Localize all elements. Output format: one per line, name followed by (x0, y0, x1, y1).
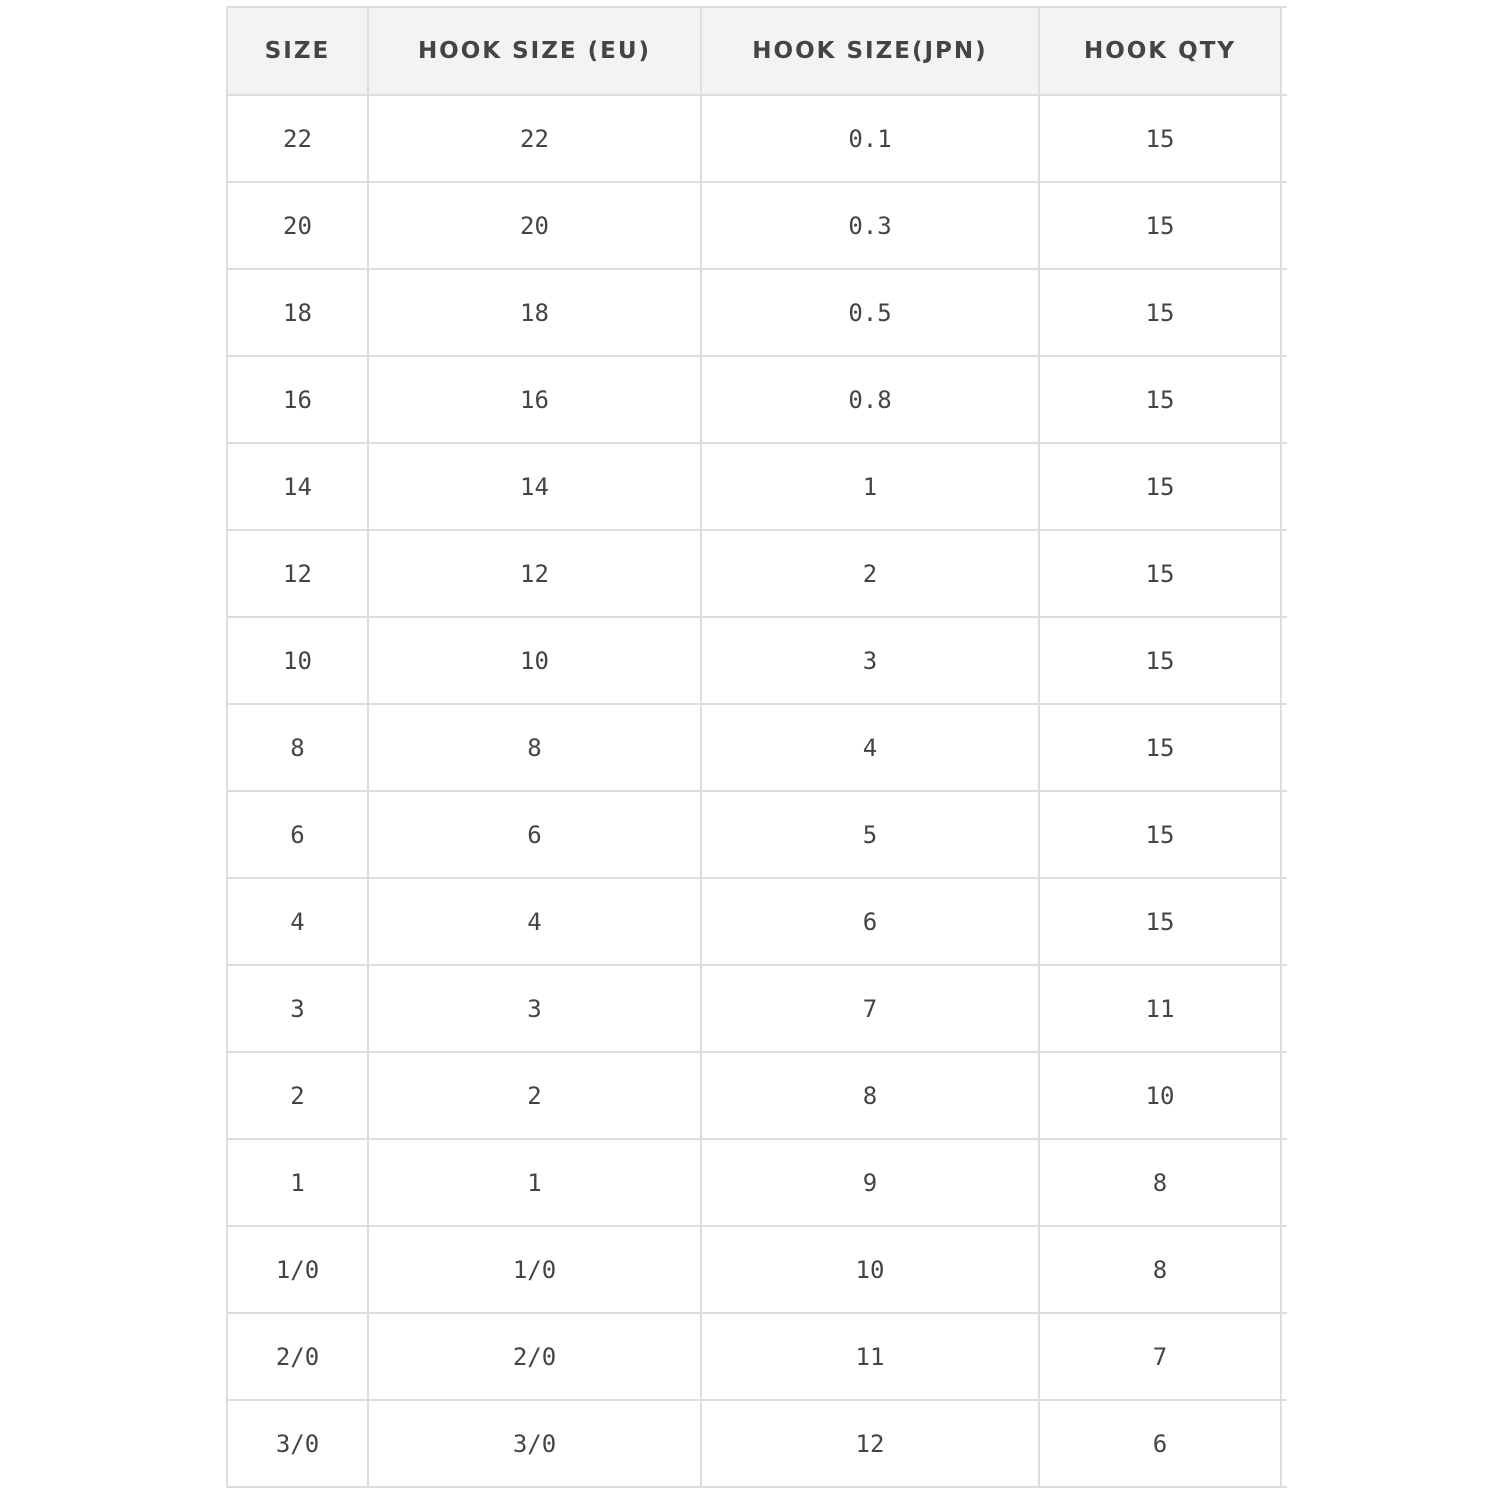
table-edge (1281, 182, 1287, 269)
cell-hook-size-jpn: 0.3 (701, 182, 1039, 269)
cell-hook-qty: 15 (1039, 182, 1281, 269)
cell-size: 22 (227, 95, 368, 182)
cell-size: 18 (227, 269, 368, 356)
cell-hook-size-jpn: 12 (701, 1400, 1039, 1487)
table-edge (1281, 443, 1287, 530)
cell-hook-size-jpn: 11 (701, 1313, 1039, 1400)
cell-size: 8 (227, 704, 368, 791)
cell-size: 16 (227, 356, 368, 443)
cell-hook-size-eu: 10 (368, 617, 701, 704)
table-row (227, 182, 1287, 269)
cell-hook-size-eu: 12 (368, 530, 701, 617)
table-body (227, 95, 1287, 1487)
cell-hook-qty: 15 (1039, 356, 1281, 443)
table-row (227, 95, 1287, 182)
table-row (227, 443, 1287, 530)
cell-hook-qty: 6 (1039, 1400, 1281, 1487)
table-edge (1281, 1400, 1287, 1487)
header-row (227, 7, 1287, 95)
cell-hook-size-jpn: 9 (701, 1139, 1039, 1226)
cell-hook-qty: 15 (1039, 791, 1281, 878)
cell-hook-qty: 8 (1039, 1139, 1281, 1226)
cell-hook-size-jpn: 10 (701, 1226, 1039, 1313)
table-header (227, 7, 1287, 95)
cell-size: 12 (227, 530, 368, 617)
cell-hook-size-eu: 4 (368, 878, 701, 965)
table-row (227, 1226, 1287, 1313)
table-edge (1281, 95, 1287, 182)
table-row (227, 530, 1287, 617)
cell-hook-qty: 10 (1039, 1052, 1281, 1139)
cell-hook-qty: 8 (1039, 1226, 1281, 1313)
cell-hook-size-jpn: 8 (701, 1052, 1039, 1139)
table-edge (1281, 1313, 1287, 1400)
table-edge (1281, 965, 1287, 1052)
cell-hook-size-jpn: 0.8 (701, 356, 1039, 443)
cell-hook-size-jpn: 0.5 (701, 269, 1039, 356)
cell-hook-size-eu: 2 (368, 1052, 701, 1139)
cell-hook-size-jpn: 4 (701, 704, 1039, 791)
table-row (227, 1400, 1287, 1487)
table-row (227, 878, 1287, 965)
header-hook-size-eu: HOOK SIZE (EU) (368, 7, 701, 95)
cell-hook-size-eu: 20 (368, 182, 701, 269)
table-row (227, 791, 1287, 878)
cell-hook-size-eu: 16 (368, 356, 701, 443)
cell-hook-qty: 15 (1039, 269, 1281, 356)
cell-size: 1 (227, 1139, 368, 1226)
table-edge (1281, 617, 1287, 704)
table-row (227, 1052, 1287, 1139)
table-edge (1281, 791, 1287, 878)
cell-size: 14 (227, 443, 368, 530)
table-row (227, 704, 1287, 791)
cell-hook-size-eu: 14 (368, 443, 701, 530)
cell-hook-size-eu: 1/0 (368, 1226, 701, 1313)
cell-hook-size-jpn: 2 (701, 530, 1039, 617)
cell-hook-size-eu: 3 (368, 965, 701, 1052)
cell-hook-size-jpn: 7 (701, 965, 1039, 1052)
table-edge (1281, 269, 1287, 356)
table-row (227, 1139, 1287, 1226)
cell-hook-qty: 15 (1039, 530, 1281, 617)
cell-hook-qty: 15 (1039, 878, 1281, 965)
cell-hook-size-jpn: 5 (701, 791, 1039, 878)
table-edge (1281, 1052, 1287, 1139)
cell-hook-qty: 15 (1039, 443, 1281, 530)
cell-size: 6 (227, 791, 368, 878)
cell-hook-qty: 7 (1039, 1313, 1281, 1400)
table-row (227, 965, 1287, 1052)
table-edge (1281, 878, 1287, 965)
cell-hook-qty: 15 (1039, 704, 1281, 791)
cell-hook-size-eu: 1 (368, 1139, 701, 1226)
hook-size-table (226, 6, 1287, 1488)
header-hook-qty: HOOK QTY (1039, 7, 1281, 95)
table-edge (1281, 530, 1287, 617)
cell-size: 3 (227, 965, 368, 1052)
cell-hook-size-eu: 8 (368, 704, 701, 791)
header-hook-size-jpn: HOOK SIZE(JPN) (701, 7, 1039, 95)
cell-size: 4 (227, 878, 368, 965)
cell-hook-size-jpn: 1 (701, 443, 1039, 530)
cell-size: 1/0 (227, 1226, 368, 1313)
cell-size: 10 (227, 617, 368, 704)
cell-hook-size-eu: 3/0 (368, 1400, 701, 1487)
cell-hook-size-eu: 22 (368, 95, 701, 182)
table-row (227, 356, 1287, 443)
table-edge (1281, 7, 1287, 95)
header-size: SIZE (227, 7, 368, 95)
cell-size: 20 (227, 182, 368, 269)
table-edge (1281, 356, 1287, 443)
cell-hook-size-eu: 6 (368, 791, 701, 878)
table-row (227, 269, 1287, 356)
cell-hook-size-jpn: 6 (701, 878, 1039, 965)
cell-hook-qty: 15 (1039, 95, 1281, 182)
table-row (227, 617, 1287, 704)
table-edge (1281, 1226, 1287, 1313)
cell-hook-qty: 11 (1039, 965, 1281, 1052)
cell-size: 2/0 (227, 1313, 368, 1400)
cell-hook-size-eu: 18 (368, 269, 701, 356)
cell-size: 2 (227, 1052, 368, 1139)
cell-hook-size-eu: 2/0 (368, 1313, 701, 1400)
table-edge (1281, 1139, 1287, 1226)
cell-hook-qty: 15 (1039, 617, 1281, 704)
table-edge (1281, 704, 1287, 791)
cell-hook-size-jpn: 0.1 (701, 95, 1039, 182)
cell-hook-size-jpn: 3 (701, 617, 1039, 704)
cell-size: 3/0 (227, 1400, 368, 1487)
table-row (227, 1313, 1287, 1400)
